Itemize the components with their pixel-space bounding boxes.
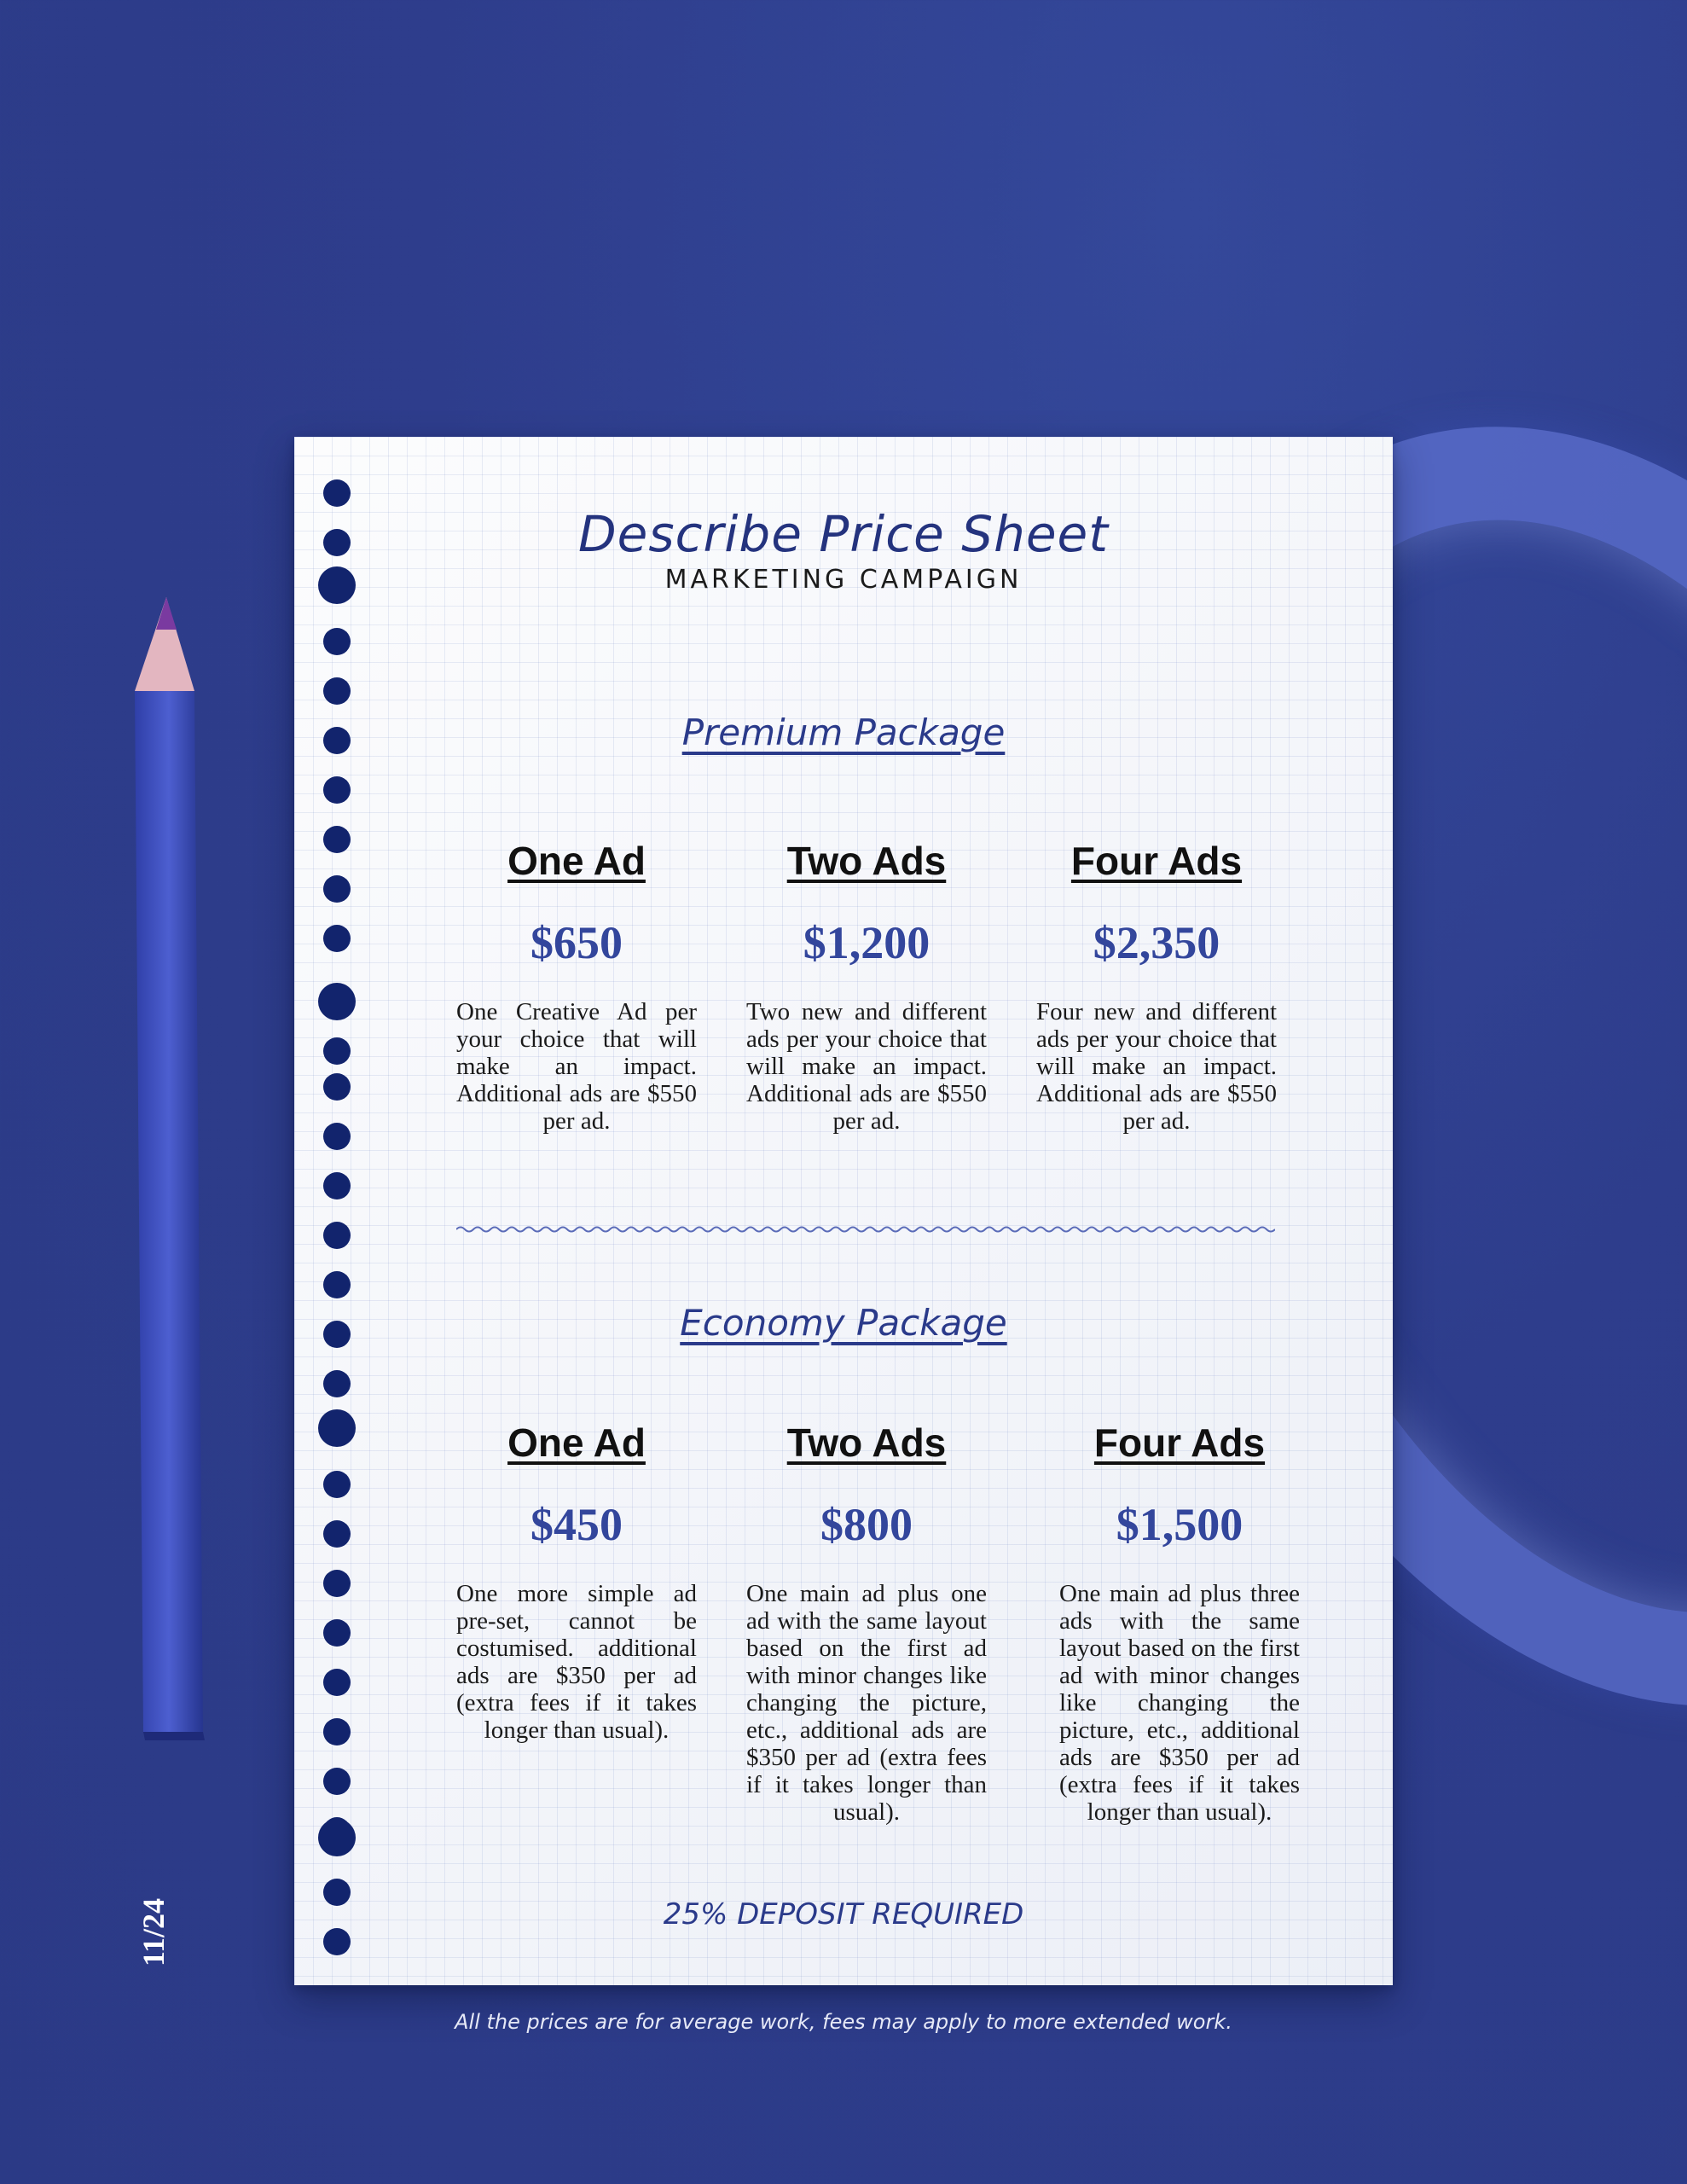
premium-four-ads xyxy=(1036,838,1277,1135)
binder-hole xyxy=(323,1718,351,1745)
binder-hole xyxy=(318,1409,356,1447)
package-name: Two Ads xyxy=(786,839,947,883)
package-price: $2,350 xyxy=(1093,917,1220,968)
package-description: One main ad plus one ad with the same layout based on the first ad with minor changes like changing the picture, etc., additional ads are $350 per ad (extra fees if it takes longer than usual). xyxy=(746,1580,987,1826)
package-description: One more simple ad pre-set, cannot be costumised. additional ads are $350 per ad (extra fees if it takes longer than usual). xyxy=(456,1580,697,1744)
binder-hole xyxy=(323,1619,351,1647)
page-number: 11/24 xyxy=(136,1897,171,1966)
package-name: Four Ads xyxy=(1070,839,1243,883)
package-description: One main ad plus three ads with the same layout based on the first ad with minor changes like changing the picture, etc., additional ads are $350 per ad (extra fees if it takes longer than usual). xyxy=(1059,1580,1300,1826)
binder-hole xyxy=(323,776,351,804)
package-price: $650 xyxy=(530,917,623,968)
economy-package-title: Economy Package xyxy=(680,1302,1007,1344)
binder-holes xyxy=(320,437,362,1985)
binder-hole xyxy=(323,1471,351,1498)
package-name: Four Ads xyxy=(1093,1420,1266,1465)
pencil-icon xyxy=(128,589,205,1740)
package-price: $1,200 xyxy=(803,917,930,968)
binder-hole xyxy=(318,1819,356,1856)
package-name: One Ad xyxy=(507,1420,646,1465)
binder-hole xyxy=(323,1570,351,1597)
binder-hole xyxy=(323,826,351,853)
footnote: All the prices are for average work, fees may apply to more extended work. xyxy=(455,2010,1232,2034)
package-name: Two Ads xyxy=(786,1420,947,1465)
binder-hole xyxy=(323,1928,351,1955)
binder-hole xyxy=(323,1520,351,1548)
package-name: One Ad xyxy=(507,839,646,883)
package-description: Two new and different ads per your choice that will make an impact. Additional ads are $550 per ad. xyxy=(746,998,987,1135)
binder-hole xyxy=(323,1037,351,1065)
package-description: Four new and different ads per your choice that will make an impact. Additional ads are $550 per ad. xyxy=(1036,998,1277,1135)
economy-one-ad xyxy=(456,1420,697,1744)
binder-hole xyxy=(318,983,356,1020)
binder-hole xyxy=(323,1669,351,1696)
binder-hole xyxy=(323,1222,351,1249)
premium-one-ad xyxy=(456,838,697,1135)
package-price: $800 xyxy=(820,1499,913,1550)
package-price: $450 xyxy=(530,1499,623,1550)
binder-hole xyxy=(323,628,351,655)
economy-four-ads xyxy=(1059,1420,1300,1826)
binder-hole xyxy=(323,1123,351,1150)
binder-hole xyxy=(323,479,351,507)
price-sheet-paper xyxy=(294,437,1393,1985)
binder-hole xyxy=(323,1271,351,1298)
premium-package-title: Premium Package xyxy=(681,712,1006,753)
binder-hole xyxy=(323,1370,351,1397)
wavy-divider xyxy=(456,1223,1275,1235)
binder-hole xyxy=(323,925,351,952)
page-title: Describe Price Sheet xyxy=(578,505,1109,563)
package-description: One Creative Ad per your choice that will make an impact. Additional ads are $550 per ad. xyxy=(456,998,697,1135)
binder-hole xyxy=(323,1768,351,1795)
page-subtitle: MARKETING CAMPAIGN xyxy=(664,565,1023,595)
economy-two-ads xyxy=(746,1420,987,1826)
binder-hole xyxy=(323,1172,351,1199)
binder-hole xyxy=(323,1073,351,1101)
package-price: $1,500 xyxy=(1116,1499,1244,1550)
deposit-note: 25% DEPOSIT REQUIRED xyxy=(663,1897,1024,1931)
binder-hole xyxy=(323,677,351,705)
binder-hole xyxy=(323,875,351,903)
premium-two-ads xyxy=(746,838,987,1135)
